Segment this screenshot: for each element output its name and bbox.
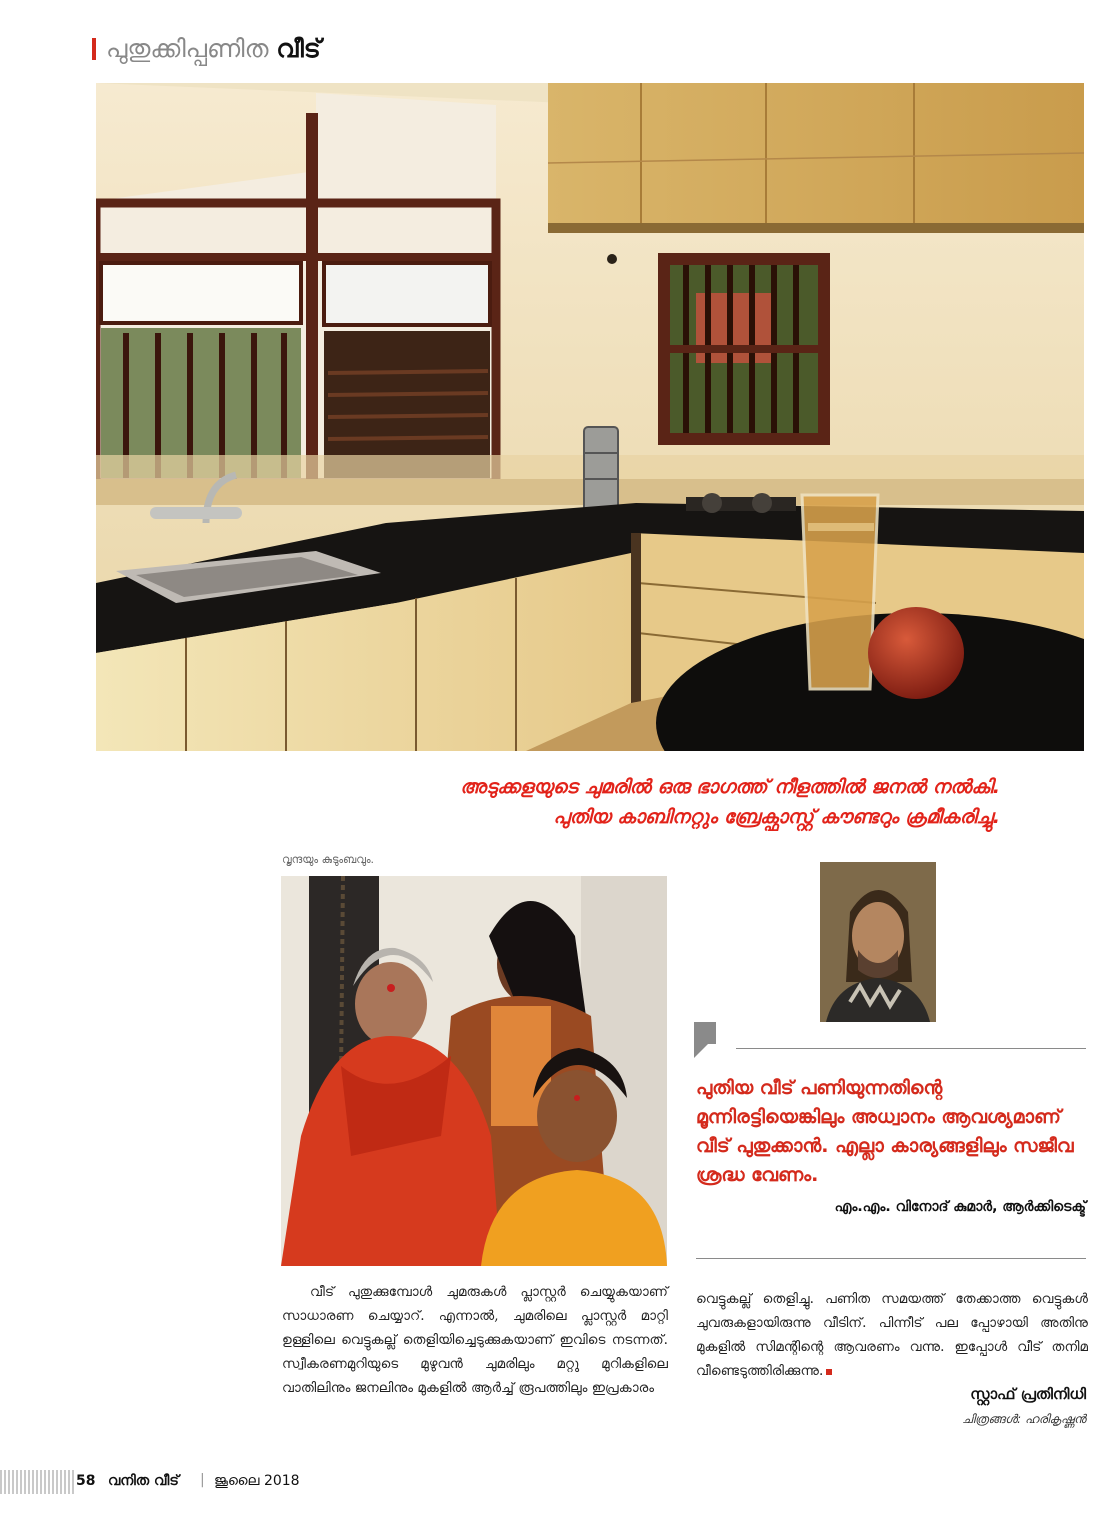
page-number: 58 (76, 1473, 96, 1489)
author-byline: സ്റ്റാഫ് പ്രതിനിധി (970, 1385, 1086, 1403)
section-label: പുതുക്കിപ്പണിത (106, 34, 269, 63)
kitchen-caption (300, 772, 1000, 832)
magazine-name: വനിത വീട് (108, 1473, 179, 1489)
footer-separator: | (200, 1472, 205, 1488)
end-mark (826, 1369, 832, 1375)
quote-rule-bottom (696, 1258, 1086, 1259)
issue-date: ജൂലൈ 2018 (214, 1473, 300, 1489)
article-column-2 (696, 1287, 1088, 1383)
footer-stripe (0, 1470, 74, 1494)
architect-portrait (820, 862, 936, 1022)
article-column-2-text: വെട്ടുകല്ല് തെളിച്ചു. പണിത സമയത്ത് തേക്കാത്ത വെട്ടുകൾ ചുവരുകളായിരുന്നു വീടിന്. പിന്നീട് പല പ്പോഴായി അതിനു മുകളിൽ സിമന്റിന്റെ ആവരണം വന്നു. ഇപ്പോൾ വീട് തനിമ വീണ്ടെടുത്തിരിക്കുന്നു. (696, 1291, 1088, 1379)
kitchen-caption-line-1: അടുക്കളയുടെ ചുമരിൽ ഒരു ഭാഗത്ത് നീളത്തിൽ ജനൽ നൽകി. (460, 776, 1000, 798)
kitchen-caption-line-2: പുതിയ കാബിനറ്റും ബ്രേക്ഫാസ്റ്റ് കൗണ്ടറും ക്രമീകരിച്ചു. (553, 806, 1000, 828)
quote-rule-top (736, 1048, 1086, 1049)
section-marker (92, 38, 96, 60)
quote-mark-icon (694, 1022, 716, 1058)
photo-credit: ചിത്രങ്ങൾ: ഹരികൃഷ്ണൻ (962, 1412, 1086, 1426)
section-heading (92, 34, 321, 64)
section-label-strong: വീട് (276, 34, 321, 63)
article-column-1: വീട് പുതുക്കുമ്പോൾ ചുമരുകൾ പ്ലാസ്റ്റർ ചെയ്യുകയാണ് സാധാരണ ചെയ്യാറ്. എന്നാൽ, ചുമരിലെ പ്ലാസ്റ്റർ മാറ്റി ഉള്ളിലെ വെട്ടുകല്ല് തെളിയിച്ചെടുക്കുകയാണ് ഇവിടെ നടന്നത്. സ്വീകരണമുറിയുടെ മുഴുവൻ ചുമരിലും മറ്റു മുറികളിലെ വാതിലിനും ജനലിനും മുകളിൽ ആർച്ച് രൂപത്തിലും ഇപ്രകാരം (282, 1284, 668, 1396)
pull-quote: പുതിയ വീട് പണിയുന്നതിന്റെ മൂന്നിരട്ടിയെങ്കിലും അധ്വാനം ആവശ്യമാണ് വീട് പുതുക്കാൻ. എല്ലാ കാര്യങ്ങളിലും സജീവ ശ്രദ്ധ വേണം. (696, 1077, 1074, 1186)
kitchen-photo (96, 83, 1084, 751)
family-photo (281, 876, 667, 1266)
quote-author: എം.എം. വിനോദ് കുമാർ, ആർക്കിടെക്ട് (834, 1199, 1086, 1215)
family-photo-caption: വൃന്ദയും കുടുംബവും. (282, 853, 375, 866)
page-footer (0, 1470, 420, 1494)
